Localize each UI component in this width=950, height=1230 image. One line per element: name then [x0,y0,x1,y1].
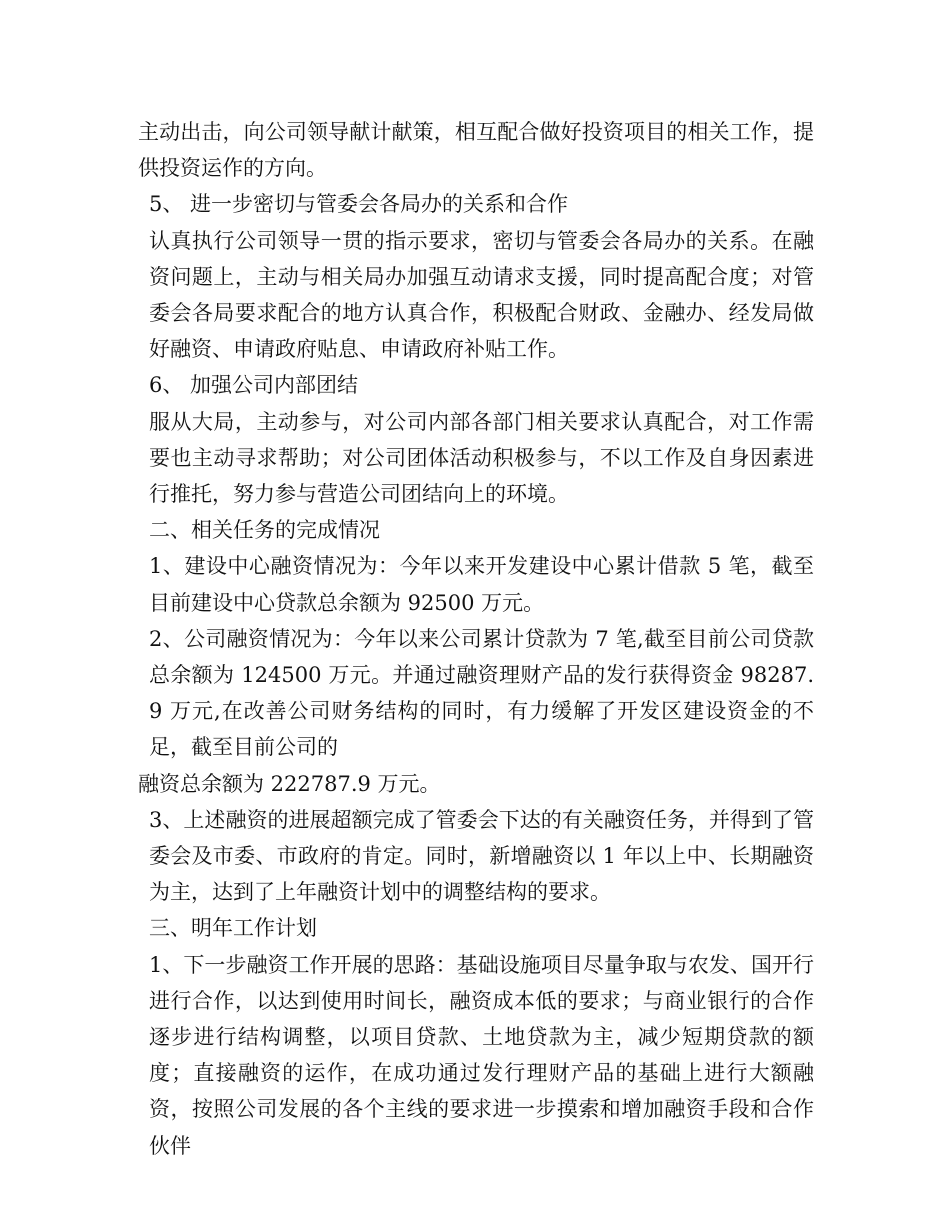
paragraph-task-3: 3、上述融资的进展超额完成了管委会下达的有关融资任务，并得到了管委会及市委、市政府的肯定。同时，新增融资以 1 年以上中、长期融资为主，达到了上年融资计划中的调整结构的要求。 [149,807,814,905]
paragraph-task-2: 2、公司融资情况为：今年以来公司累计贷款为 7 笔,截至目前公司贷款总余额为 124500 万元。并通过融资理财产品的发行获得资金 98287.9 万元,在改善公司财务结构的同时，有力缓解了开发区建设资金的不足，截至目前公司的 [149,626,814,760]
section-heading-3: 三、明年工作计划 [149,916,317,941]
heading-item-5: 5、 进一步密切与管委会各局办的关系和合作 [149,192,569,217]
paragraph-item-6: 服从大局，主动参与，对公司内部各部门相关要求认真配合，对工作需要也主动寻求帮助；对公司团体活动积极参与，不以工作及自身因素进行推托，努力参与营造公司团结向上的环境。 [149,409,814,507]
paragraph-plan-1: 1、下一步融资工作开展的思路：基础设施项目尽量争取与农发、国开行进行合作，以达到使用时间长，融资成本低的要求；与商业银行的合作逐步进行结构调整，以项目贷款、土地贷款为主，减少短期贷款的额度；直接融资的运作，在成功通过发行理财产品的基础上进行大额融资，按照公司发展的各个主线的要求进一步摸索和增加融资手段和合作伙伴 [149,952,814,1158]
paragraph-item-5: 认真执行公司领导一贯的指示要求，密切与管委会各局办的关系。在融资问题上，主动与相关局办加强互动请求支援，同时提高配合度；对管委会各局要求配合的地方认真合作，积极配合财政、金融办、经发局做好融资、申请政府贴息、申请政府补贴工作。 [149,228,814,362]
paragraph-task-2-continued: 融资总余额为 222787.9 万元。 [138,771,441,796]
section-heading-2: 二、相关任务的完成情况 [149,518,380,543]
paragraph-task-1: 1、建设中心融资情况为：今年以来开发建设中心累计借款 5 笔，截至目前建设中心贷款总余额为 92500 万元。 [149,554,814,615]
paragraph-continuation: 主动出击，向公司领导献计献策，相互配合做好投资项目的相关工作，提供投资运作的方向。 [138,120,814,181]
document-body [138,114,814,1164]
heading-item-6: 6、 加强公司内部团结 [149,373,359,398]
